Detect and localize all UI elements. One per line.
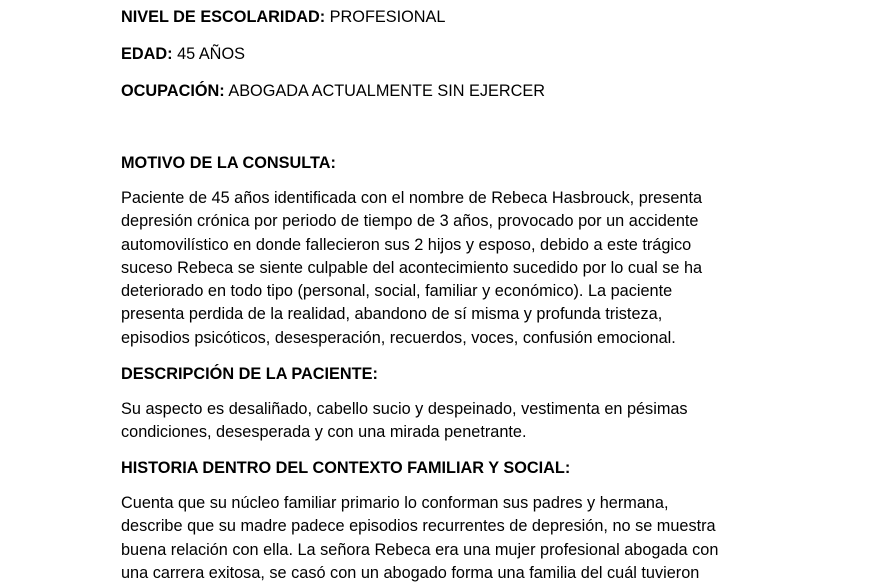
paragraph-line: Cuenta que su núcleo familiar primario lo conforman sus padres y hermana, [121,494,669,512]
paragraph-line: una carrera exitosa, se casó con un abogado forma una familia del cuál tuvieron [121,563,700,582]
motivo-heading: MOTIVO DE LA CONSULTA: [121,154,336,172]
descripcion-heading: DESCRIPCIÓN DE LA PACIENTE: [121,365,378,383]
paragraph-line: describe que su madre padece episodios recurrentes de depresión, no se muestra [121,517,716,536]
edad-field [121,44,245,64]
edad-value: 45 AÑOS [172,45,245,63]
paragraph-line: Su aspecto es desaliñado, cabello sucio y despeinado, vestimenta en pésimas [121,400,688,418]
paragraph-line: deteriorado en todo tipo (personal, social, familiar y económico). La paciente [121,282,673,301]
historia-paragraph [121,492,761,585]
edad-label: EDAD: [121,45,173,63]
paragraph-line: buena relación con ella. La señora Rebeca era una mujer profesional abogada con [121,540,719,559]
paragraph-line: presenta perdida de la realidad, abandono de sí misma y profunda tristeza, [121,305,663,324]
paragraph-line: episodios psicóticos, desesperación, recuerdos, voces, confusión emocional. [121,328,676,347]
paragraph-line: automovilístico en donde fallecieron sus 2 hijos y esposo, debido a este trágico [121,235,692,254]
ocupacion-label: OCUPACIÓN: [121,82,225,100]
ocupacion-field [121,81,545,101]
motivo-paragraph [121,187,761,350]
escolaridad-label: NIVEL DE ESCOLARIDAD: [121,8,326,26]
historia-heading: HISTORIA DENTRO DEL CONTEXTO FAMILIAR Y SOCIAL: [121,459,571,477]
escolaridad-field [121,7,445,27]
descripcion-paragraph [121,398,761,445]
paragraph-line: Paciente de 45 años identificada con el nombre de Rebeca Hasbrouck, presenta [121,189,703,207]
paragraph-line: condiciones, desesperada y con una mirada penetrante. [121,423,527,442]
paragraph-line: depresión crónica por periodo de tiempo de 3 años, provocado por un accidente [121,212,699,231]
paragraph-line: suceso Rebeca se siente culpable del acontecimiento sucedido por lo cual se ha [121,258,703,277]
ocupacion-value: ABOGADA ACTUALMENTE SIN EJERCER [224,82,545,100]
escolaridad-value: PROFESIONAL [325,8,446,26]
